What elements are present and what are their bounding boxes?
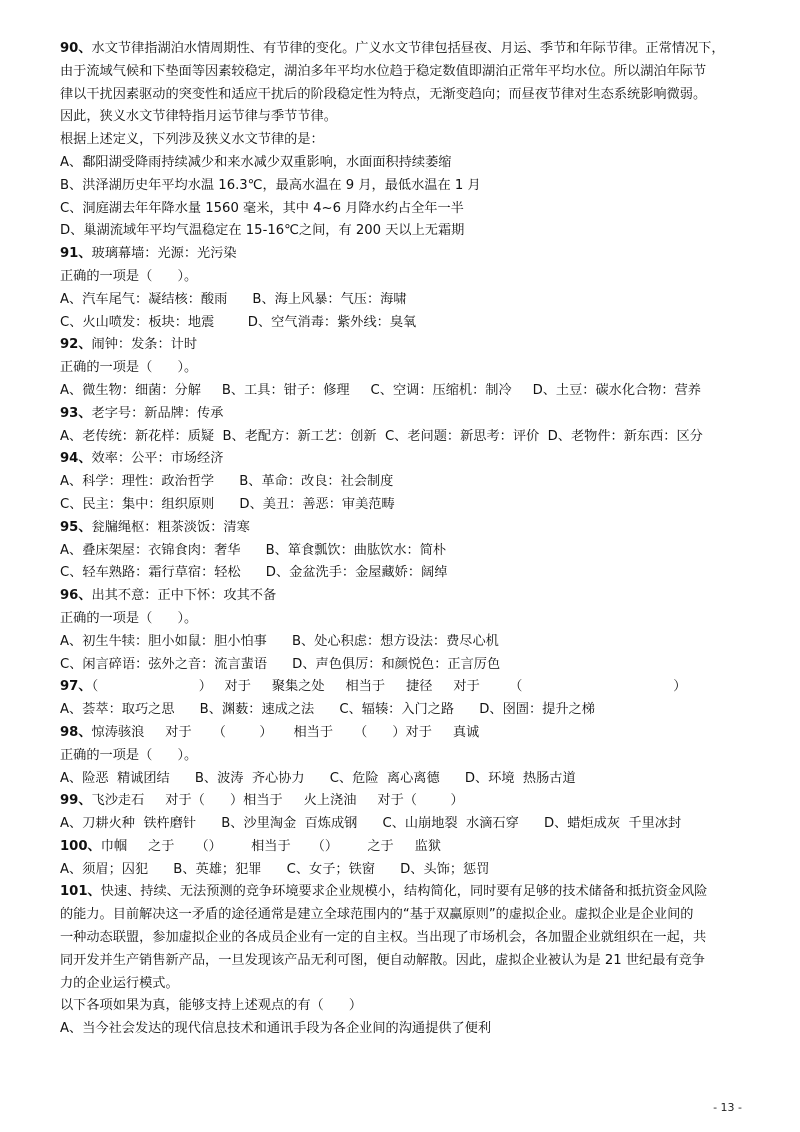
option-b: B、洪泽湖历史年平均水温 16.3℃，最高水温在 9 月，最低水温在 1 月 bbox=[60, 177, 481, 193]
question-stem: 效率：公平：市场经济 bbox=[91, 451, 224, 467]
question-prompt: 根据上述定义，下列涉及狭义水文节律的是： bbox=[60, 132, 324, 148]
question-stem: 瓮牖绳枢：粗茶淡饭：清寒 bbox=[91, 519, 250, 535]
question-number: 101、 bbox=[60, 884, 101, 900]
question-prompt: 正确的一项是（ ）。 bbox=[60, 268, 198, 284]
question-number: 98、 bbox=[60, 724, 92, 740]
question-number: 93、 bbox=[60, 405, 92, 421]
question-95 bbox=[60, 517, 750, 585]
question-number: 99、 bbox=[60, 793, 92, 809]
question-97 bbox=[60, 676, 750, 722]
options-line: A、初生牛犊：胆小如鼠：胆小怕事 B、处心积虑：想方设法：费尽心机 bbox=[60, 633, 499, 649]
options-line: A、微生物：细菌：分解 B、工具：钳子：修理 C、空调：压缩机：制冷 D、土豆：碳水化合物：营养 bbox=[60, 382, 701, 398]
paragraph-line: 同开发并生产销售新产品，一旦发现该产品无利可图，便自动解散。因此，虚拟企业被认为是 21 世纪最有竞争 bbox=[60, 952, 705, 968]
paragraph-line: 的能力。目前解决这一矛盾的途径通常是建立全球范围内的“基于双赢原则”的虚拟企业。虚拟企业是企业间的 bbox=[60, 907, 694, 923]
paragraph-line: 律以干扰因素驱动的突变性和适应干扰后的阶段稳定性为特点，无渐变趋向；而昼夜节律对生态系统影响微弱。 bbox=[60, 86, 707, 102]
options-line: C、民主：集中：组织原则 D、美丑：善恶：审美范畴 bbox=[60, 496, 395, 512]
options-line: C、轻车熟路：霜行草宿：轻松 D、金盆洗手：金屋藏娇：阔绰 bbox=[60, 565, 448, 581]
paragraph-line: 由于流域气候和下垫面等因素较稳定，湖泊多年平均水位趋于稳定数值即湖泊正常年平均水位。所以湖泊年际节 bbox=[60, 63, 707, 79]
option-c: C、洞庭湖去年年降水量 1560 毫米，其中 4~6 月降水约占全年一半 bbox=[60, 200, 464, 216]
question-94 bbox=[60, 448, 750, 516]
options-line: A、科学：理性：政治哲学 B、革命：改良：社会制度 bbox=[60, 474, 394, 490]
page-content bbox=[60, 38, 750, 1041]
question-99 bbox=[60, 790, 750, 836]
options-line: A、老传统：新花样：质疑 B、老配方：新工艺：创新 C、老问题：新思考：评价 D、老物件：新东西：区分 bbox=[60, 428, 703, 444]
question-number: 96、 bbox=[60, 588, 92, 604]
options-line: A、汽车尾气：凝结核：酸雨 B、海上风暴：气压：海啸 bbox=[60, 291, 407, 307]
paragraph-line: 因此，狭义水文节律特指月运节律与季节节律。 bbox=[60, 109, 337, 125]
options-line: A、险恶 精诚团结 B、波涛 齐心协力 C、危险 离心离德 D、环境 热肠古道 bbox=[60, 770, 576, 786]
question-stem: 闹钟：发条：计时 bbox=[91, 337, 198, 353]
question-96 bbox=[60, 585, 750, 676]
question-stem: 飞沙走石 对于（ ）相当于 火上浇油 对于（ ） bbox=[91, 793, 464, 809]
question-91 bbox=[60, 243, 750, 334]
paragraph-line: 快速、持续、无法预测的竞争环境要求企业规模小，结构简化，同时要有足够的技术储备和抵抗资金风险 bbox=[100, 884, 708, 900]
option-a: A、当今社会发达的现代信息技术和通讯手段为各企业间的沟通提供了便利 bbox=[60, 1021, 492, 1037]
options-line: C、闲言碎语：弦外之音：流言蜚语 D、声色俱厉：和颜悦色：正言厉色 bbox=[60, 656, 501, 672]
paragraph-line: 力的企业运行模式。 bbox=[60, 975, 179, 991]
question-stem: （ ） 对于 聚集之处 相当于 捷径 对于 （ ） bbox=[91, 679, 687, 695]
question-stem: 玻璃幕墙：光源：光污染 bbox=[91, 246, 237, 262]
question-number: 95、 bbox=[60, 519, 92, 535]
question-93 bbox=[60, 403, 750, 449]
question-98 bbox=[60, 722, 750, 790]
question-prompt: 正确的一项是（ ）。 bbox=[60, 747, 198, 763]
question-stem: 出其不意：正中下怀：攻其不备 bbox=[91, 588, 277, 604]
options-line: A、刀耕火种 铁杵磨针 B、沙里淘金 百炼成钢 C、山崩地裂 水滴石穿 D、蜡炬成灰 千里冰封 bbox=[60, 816, 682, 832]
question-number: 92、 bbox=[60, 337, 92, 353]
question-prompt: 正确的一项是（ ）。 bbox=[60, 610, 198, 626]
question-number: 100、 bbox=[60, 838, 101, 854]
question-101 bbox=[60, 881, 750, 1041]
question-prompt: 以下各项如果为真，能够支持上述观点的有（ ） bbox=[60, 998, 363, 1014]
question-stem: 巾帼 之于 （） 相当于 （） 之于 监狱 bbox=[100, 838, 442, 854]
question-stem: 惊涛骇浪 对于 （ ） 相当于 （ ）对于 真诚 bbox=[91, 724, 480, 740]
options-line: A、叠床架屋：衣锦食肉：奢华 B、箪食瓢饮：曲肱饮水：简朴 bbox=[60, 542, 447, 558]
question-100 bbox=[60, 836, 750, 882]
question-stem: 老字号：新品牌：传承 bbox=[91, 405, 224, 421]
options-line: A、荟萃：取巧之思 B、渊薮：速成之法 C、辐辏：入门之路 D、囹圄：提升之梯 bbox=[60, 702, 595, 718]
question-number: 90、 bbox=[60, 41, 92, 56]
page-number: - 13 - bbox=[713, 1101, 742, 1114]
question-92 bbox=[60, 334, 750, 402]
paragraph-line: 水文节律指湖泊水情周期性、有节律的变化。广义水文节律包括昼夜、月运、季节和年际节律。正常情况下， bbox=[91, 41, 725, 56]
question-prompt: 正确的一项是（ ）。 bbox=[60, 360, 198, 376]
question-number: 94、 bbox=[60, 451, 92, 467]
question-number: 97、 bbox=[60, 679, 92, 695]
options-line: A、须眉；囚犯 B、英雄；犯罪 C、女子；铁窗 D、头饰；惩罚 bbox=[60, 861, 490, 877]
option-a: A、鄱阳湖受降雨持续减少和来水减少双重影响，水面面积持续萎缩 bbox=[60, 154, 452, 170]
paragraph-line: 一种动态联盟，参加虚拟企业的各成员企业有一定的自主权。当出现了市场机会，各加盟企业就组织在一起，共 bbox=[60, 930, 707, 946]
question-90 bbox=[60, 38, 750, 243]
option-d: D、巢湖流域年平均气温稳定在 15-16℃之间，有 200 天以上无霜期 bbox=[60, 223, 465, 239]
question-number: 91、 bbox=[60, 246, 92, 262]
options-line: C、火山喷发：板块：地震 D、空气消毒：紫外线：臭氧 bbox=[60, 314, 417, 330]
